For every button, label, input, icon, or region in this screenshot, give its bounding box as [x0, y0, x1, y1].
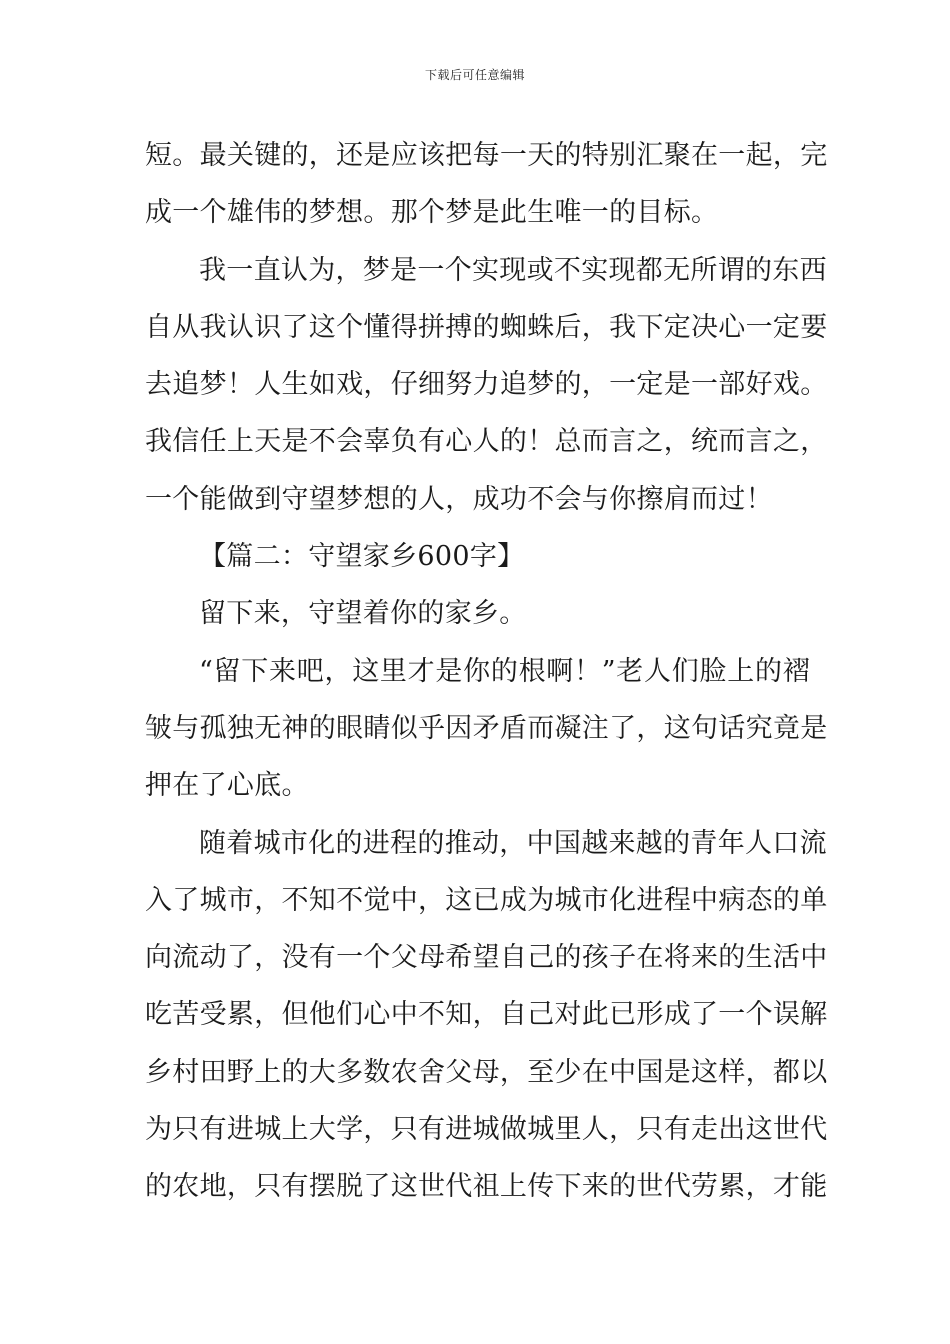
- document-body: [145, 127, 828, 1216]
- text-line: 乡村田野上的大多数农舍父母，至少在中国是这样，都以: [145, 1056, 828, 1088]
- text-line: 吃苦受累，但他们心中不知，自己对此已形成了一个误解: [145, 999, 828, 1031]
- text-line: 自从我认识了这个懂得拼搏的蜘蛛后，我下定决心一定要: [145, 311, 828, 343]
- paragraph-first-line: 随着城市化的进程的推动，中国越来越的青年人口流: [199, 827, 827, 859]
- text-line: 押在了心底。: [145, 770, 309, 802]
- text-line: 短。最关键的，还是应该把每一天的特别汇聚在一起，完: [145, 140, 828, 171]
- text-line: 我信任上天是不会辜负有心人的！总而言之，统而言之，: [145, 426, 828, 458]
- text-line: 为只有进城上大学，只有进城做城里人，只有走出这世代: [145, 1114, 828, 1146]
- page-header: 下载后可任意编辑: [424, 68, 525, 82]
- paragraph-first-line: 留下来，守望着你的家乡。: [199, 598, 527, 630]
- text-line: 皱与孤独无神的眼睛似乎因矛盾而凝注了，这句话究竟是: [145, 712, 828, 744]
- paragraph-first-line: 我一直认为，梦是一个实现或不实现都无所谓的东西: [199, 254, 827, 286]
- text-line: 一个能做到守望梦想的人，成功不会与你擦肩而过！: [145, 483, 773, 515]
- paragraph-first-line: “留下来吧，这里才是你的根啊！”老人们脸上的褶: [199, 655, 810, 687]
- section-heading: 【篇二：守望家乡600字】: [199, 541, 525, 573]
- text-line: 入了城市，不知不觉中，这已成为城市化进程中病态的单: [145, 884, 828, 916]
- text-line: 向流动了，没有一个父母希望自己的孩子在将来的生活中: [145, 942, 828, 974]
- text-line: 去追梦！人生如戏，仔细努力追梦的，一定是一部好戏。: [145, 369, 828, 401]
- text-line: 成一个雄伟的梦想。那个梦是此生唯一的目标。: [145, 197, 719, 229]
- text-line: 的农地，只有摆脱了这世代祖上传下来的世代劳累，才能: [145, 1171, 828, 1203]
